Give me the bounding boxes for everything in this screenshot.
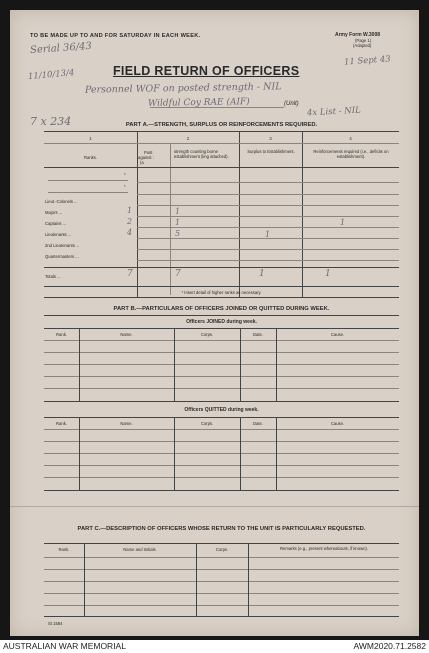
star-row-2: * — [124, 184, 126, 189]
star-row-1: * — [124, 172, 126, 177]
handwritten-date-left: 11/10/13/4 — [27, 67, 75, 83]
joined-col-name: Name. — [120, 332, 133, 337]
quitted-vline-2 — [174, 417, 175, 490]
part-c-title: PART C.—DESCRIPTION OF OFFICERS WHOSE RETURN TO THE UNIT IS PARTICULARLY REQUESTED. — [77, 526, 366, 532]
total-col3: 1 — [259, 269, 265, 279]
total-col1: 7 — [127, 269, 133, 279]
strength-header: strength counting borne establishment (ling attached). — [174, 149, 229, 159]
quitted-bottom-rule — [44, 490, 399, 491]
part-b-top-rule — [44, 315, 399, 316]
handwritten-note-3: 4x List - NIL — [306, 105, 361, 119]
form-page: (Page 1) — [355, 38, 372, 43]
row-line-a3 — [137, 205, 399, 206]
quitted-header-bottom-rule — [44, 429, 399, 430]
handwritten-note-1: Personnel WOF on posted strength - NIL — [84, 81, 282, 96]
total-col4: 1 — [325, 269, 331, 279]
post-header-2: against : — [138, 155, 154, 160]
quitted-col-name: Name. — [120, 421, 133, 426]
row-line-a2 — [137, 194, 399, 195]
val-majors-col1: 1 — [127, 206, 133, 215]
row-line-a1 — [137, 182, 399, 183]
total-col2: 7 — [175, 269, 181, 279]
joined-row-line-2 — [44, 364, 399, 365]
joined-row-line-3 — [44, 376, 399, 377]
row-line-a4 — [137, 216, 399, 217]
part-c-header-bottom-rule — [44, 557, 399, 558]
paper-fold — [10, 506, 419, 507]
quitted-col-date: Date. — [252, 421, 263, 426]
quitted-row-line-4 — [44, 477, 399, 478]
quitted-row-line-2 — [44, 453, 399, 454]
joined-col-cause: Cause. — [330, 332, 345, 337]
unit-label: (Unit) — [284, 101, 299, 107]
footer-credit: AUSTRALIAN WAR MEMORIAL — [3, 641, 126, 651]
post-header-3: (a — [140, 160, 144, 165]
form-code: St 1584 — [48, 621, 63, 626]
form-paper — [10, 10, 419, 636]
part-b-title: PART B.—PARTICULARS OF OFFICERS JOINED OR QUITTED DURING WEEK. — [113, 306, 330, 312]
quitted-row-line-1 — [44, 441, 399, 442]
quitted-col-rank: Rank. — [56, 421, 67, 426]
rank-lieut-colonels: Lieut.-Colonels ... — [45, 199, 78, 204]
part-a-title: PART A.—STRENGTH, SURPLUS OR REINFORCEMENTS REQUIRED. — [125, 122, 318, 128]
joined-title: Officers JOINED during week. — [186, 319, 257, 325]
rank-captains: Captains ... — [45, 221, 67, 226]
col-number-3: 3 — [269, 136, 272, 141]
joined-col-date: Date. — [252, 332, 263, 337]
joined-vline-4 — [276, 328, 277, 401]
joined-header-top-rule — [44, 328, 399, 329]
joined-col-rank: Rank. — [56, 332, 67, 337]
part-c-row-line-1 — [44, 569, 399, 570]
top-instruction: TO BE MADE UP TO AND FOR SATURDAY IN EACH WEEK. — [30, 33, 201, 39]
joined-row-line-4 — [44, 388, 399, 389]
part-a-vline-1 — [137, 131, 138, 297]
part-a-header-rule — [44, 143, 399, 144]
part-c-vline-3 — [248, 543, 249, 616]
col-number-1: 1 — [89, 136, 92, 141]
joined-vline-2 — [174, 328, 175, 401]
form-title: FIELD RETURN OF OFFICERS — [113, 64, 300, 78]
part-a-header-bottom-rule — [44, 167, 399, 168]
quitted-vline-1 — [79, 417, 80, 490]
totals-label: Totals ... — [45, 274, 61, 279]
part-a-vline-post — [170, 143, 171, 295]
quitted-header-top-rule — [44, 417, 399, 418]
part-c-col-remarks: Remarks (e.g., present whereabouts, if known). — [280, 546, 368, 551]
ranks-header: Ranks. — [83, 155, 98, 160]
star-line-1 — [48, 180, 128, 181]
totals-bottom-rule — [44, 286, 399, 287]
part-a-vline-2 — [239, 131, 240, 297]
totals-top-rule — [44, 267, 399, 268]
part-a-vline-3 — [302, 131, 303, 297]
val-lieutenants-col1: 4 — [127, 228, 133, 237]
reinforcements-header: Reinforcements required (i.e., deficits on establishment). — [313, 149, 389, 159]
post-header-1: Post — [144, 150, 153, 155]
handwritten-note-2: Wildful Coy RAE (AIF) — [147, 97, 250, 109]
part-c-col-rank: Rank. — [58, 547, 70, 552]
form-number: Army Form W.3008 — [335, 32, 381, 38]
row-line-a5 — [137, 227, 399, 228]
row-line-a8 — [137, 260, 399, 261]
handwritten-date-right: 11 Sept 43 — [343, 54, 392, 68]
joined-bottom-rule — [44, 401, 399, 402]
rank-majors: Majors ... — [45, 210, 63, 215]
quitted-vline-3 — [240, 417, 241, 490]
part-c-col-corps: Corps. — [215, 547, 229, 552]
col-number-2: 2 — [186, 136, 190, 141]
quitted-col-cause: Cause. — [330, 421, 345, 426]
joined-vline-1 — [79, 328, 80, 401]
part-c-row-line-4 — [44, 605, 399, 606]
part-a-bottom-rule — [44, 297, 399, 298]
part-a-footnote: * Insert detail of higher ranks as necessary. — [181, 290, 262, 295]
rank-2nd-lieutenants: 2nd Lieutenants ... — [45, 243, 80, 248]
part-c-vline-2 — [196, 543, 197, 616]
part-c-top-rule — [44, 543, 399, 544]
row-line-a7 — [137, 249, 399, 250]
col-number-4: 4 — [349, 136, 352, 141]
surplus-header: Surplus to Establishment. — [247, 149, 295, 154]
footer-accession: AWM2020.71.2582 — [353, 641, 426, 651]
val-lieutenants-col2: 5 — [175, 229, 181, 238]
part-c-vline-1 — [84, 543, 85, 616]
quitted-title: Officers QUITTED during week. — [184, 407, 259, 413]
joined-vline-3 — [240, 328, 241, 401]
form-adapted: (Adapted) — [353, 43, 372, 48]
joined-header-bottom-rule — [44, 340, 399, 341]
part-c-bottom-rule — [44, 616, 399, 617]
part-c-col-name: Name and Initials. — [123, 547, 157, 552]
val-majors-col2: 1 — [175, 207, 181, 216]
star-line-2 — [48, 192, 128, 193]
val-captains-col2: 1 — [175, 218, 181, 227]
quitted-vline-4 — [276, 417, 277, 490]
quitted-row-line-3 — [44, 465, 399, 466]
rank-quartermasters: Quartermasters ... — [45, 254, 79, 259]
joined-row-line-1 — [44, 352, 399, 353]
handwritten-serial: Serial 36/43 — [29, 40, 93, 57]
val-captains-col1: 2 — [127, 217, 133, 226]
val-captains-col4: 1 — [340, 218, 346, 227]
part-a-top-rule — [44, 131, 399, 132]
quitted-col-corps: Corps. — [200, 421, 214, 426]
part-c-row-line-2 — [44, 581, 399, 582]
part-c-row-line-3 — [44, 593, 399, 594]
val-lieutenants-col3: 1 — [265, 230, 271, 239]
joined-col-corps: Corps. — [200, 332, 214, 337]
rank-lieutenants: Lieutenants ... — [45, 232, 72, 237]
handwritten-ref: 7 x 234 — [30, 115, 72, 128]
